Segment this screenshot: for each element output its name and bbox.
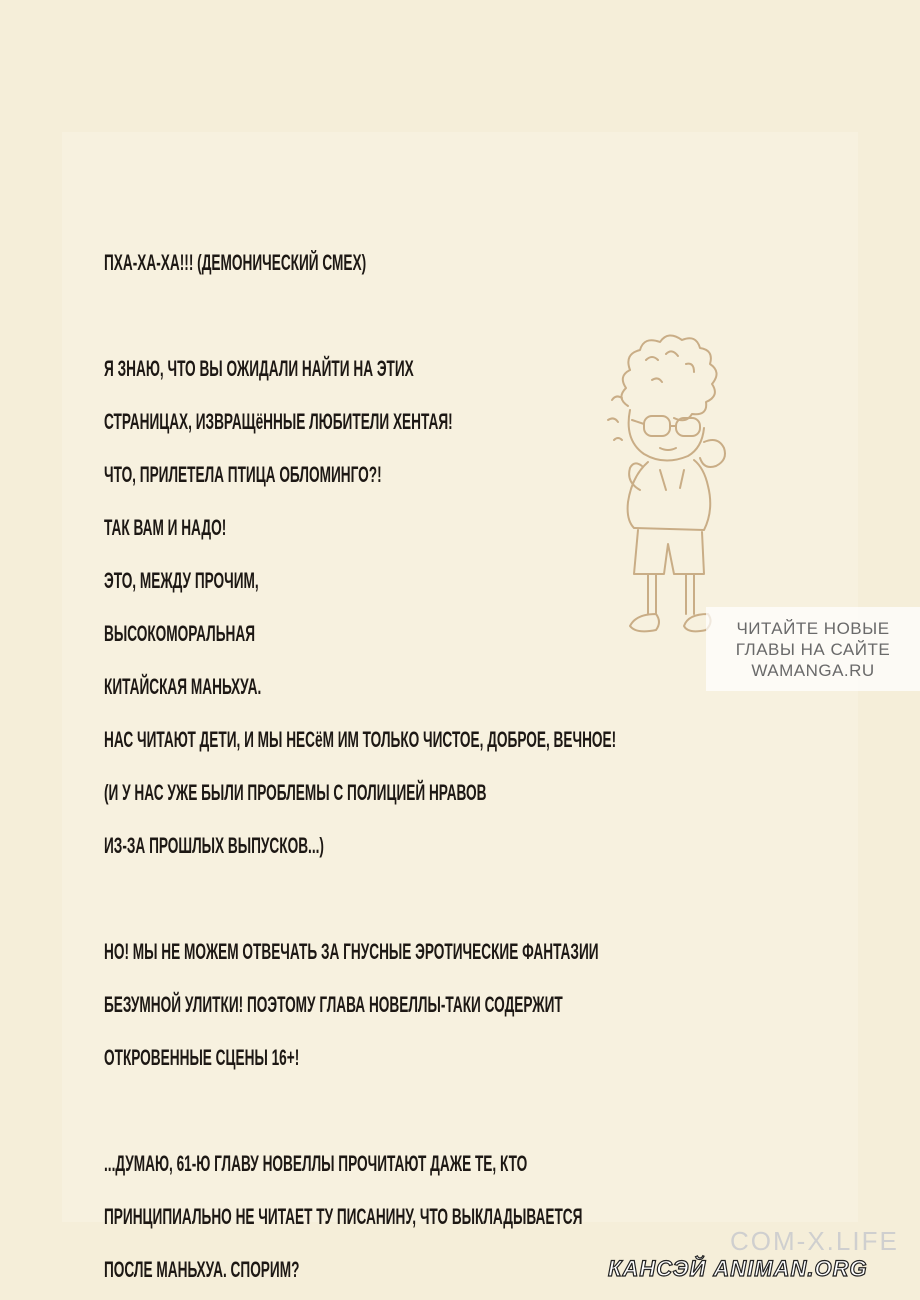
watermark-line: WAMANGA.RU [751, 660, 875, 680]
text-line: СТРАНИЦАХ, ИЗВРАЩёННЫЕ ЛЮБИТЕЛИ ХЕНТАЯ! [104, 409, 453, 434]
paragraph-gap [104, 289, 575, 342]
text-line: БЕЗУМНОЙ УЛИТКИ! ПОЭТОМУ ГЛАВА НОВЕЛЛЫ-ТАКИ СОДЕРЖИТ [104, 992, 563, 1017]
watermark-line: ЧИТАЙТЕ НОВЫЕ [736, 618, 890, 638]
site-watermark [706, 607, 920, 691]
text-line: КИТАЙСКАЯ МАНЬХУА. [104, 674, 262, 699]
text-line: ИЗ-ЗА ПРОШЛЫХ ВЫПУСКОВ...) [104, 833, 324, 858]
text-line: ОТКРОВЕННЫЕ СЦЕНЫ 16+! [104, 1045, 300, 1070]
paragraph-gap [104, 872, 575, 925]
text-line: ПОСЛЕ МАНЬХУА. СПОРИМ? [104, 1257, 300, 1282]
text-line: ЧТО, ПРИЛЕТЕЛА ПТИЦА ОБЛОМИНГО?! [104, 462, 382, 487]
watermark-line: ГЛАВЫ НА САЙТЕ [735, 639, 891, 659]
text-line: ПРИНЦИПИАЛЬНО НЕ ЧИТАЕТ ТУ ПИСАНИНУ, ЧТО ВЫКЛАДЫВАЕТСЯ [104, 1204, 583, 1229]
text-line: ЭТО, МЕЖДУ ПРОЧИМ, [104, 568, 259, 593]
text-line: ТАК ВАМ И НАДО! [104, 515, 227, 540]
text-line: НАС ЧИТАЮТ ДЕТИ, И МЫ НЕСёМ ИМ ТОЛЬКО ЧИСТОЕ, ДОБРОЕ, ВЕЧНОЕ! [104, 727, 617, 752]
footer-team-label: КАНСЭЙ ANIMAN.ORG [608, 1256, 868, 1281]
chibi-character-sketch-icon [600, 330, 770, 650]
text-line: НО! МЫ НЕ МОЖЕМ ОТВЕЧАТЬ ЗА ГНУСНЫЕ ЭРОТИЧЕСКИЕ ФАНТАЗИИ [104, 939, 599, 964]
footer-site-label: COM-X.LIFE [730, 1226, 899, 1256]
text-line: Я ЗНАЮ, ЧТО ВЫ ОЖИДАЛИ НАЙТИ НА ЭТИХ [104, 356, 414, 381]
paragraph-gap [104, 1084, 575, 1137]
text-line: ...ДУМАЮ, 61-Ю ГЛАВУ НОВЕЛЛЫ ПРОЧИТАЮТ ДАЖЕ ТЕ, КТО [104, 1151, 528, 1176]
text-line: ВЫСОКОМОРАЛЬНАЯ [104, 621, 256, 646]
text-line: (И У НАС УЖЕ БЫЛИ ПРОБЛЕМЫ С ПОЛИЦИЕЙ НРАВОВ [104, 780, 487, 805]
message-text [104, 236, 617, 1296]
text-line: ПХА-ХА-ХА!!! (ДЕМОНИЧЕСКИЙ СМЕХ) [104, 250, 367, 275]
